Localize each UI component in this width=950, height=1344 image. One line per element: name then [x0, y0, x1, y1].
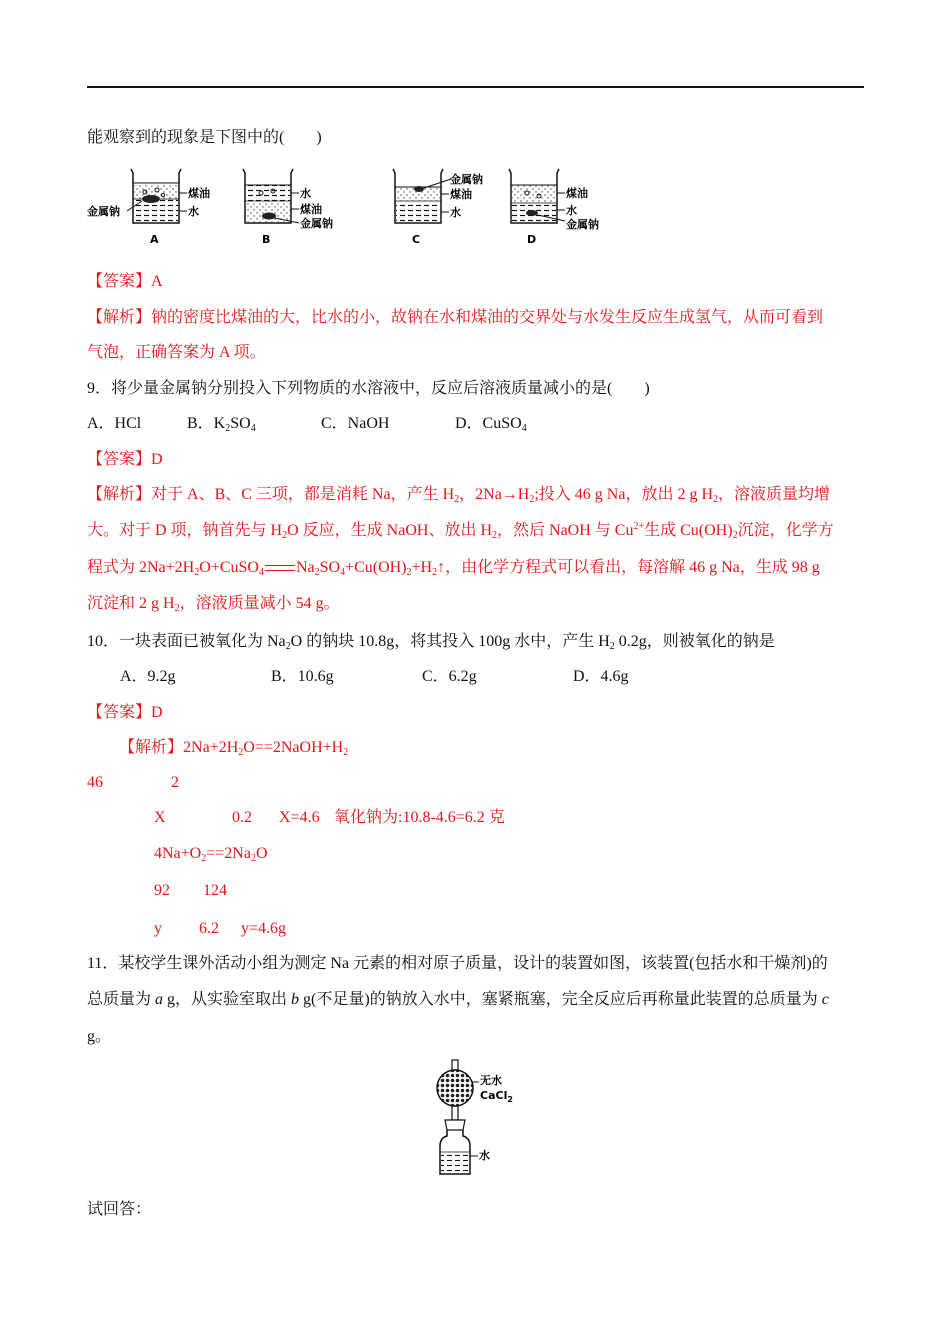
label-cacl2: CaCl$_2$ — [480, 1089, 513, 1104]
label-anhydrous: 无水 — [480, 1074, 502, 1087]
q10-ratio-2: 2 — [171, 774, 179, 791]
q8-answer — [87, 271, 163, 293]
q10-ratio-92: 92 — [154, 882, 170, 899]
q10-option-d: D．4.6g — [573, 668, 629, 685]
q10-y: y — [154, 920, 162, 937]
sodium-piece — [262, 213, 276, 220]
caption-c: C — [412, 233, 421, 246]
sodium-piece — [414, 186, 424, 192]
q10-analysis-eq1: 【解析】$2Na+2H_2O==2NaOH+H_2$ — [119, 739, 349, 758]
q8-analysis-line2: 气泡，正确答案为 A 项。 — [87, 344, 266, 361]
q9-option-c: C．NaOH — [321, 415, 390, 432]
label-d-water: 水 — [566, 204, 577, 217]
q11-line2: 总质量为 a g，从实验室取出 b g(不足量)的钠放入水中，塞紧瓶塞，完全反应后再称量此装置的总质量为 c — [87, 991, 829, 1008]
label-water: 水 — [479, 1149, 490, 1162]
q10-y-result: y=4.6g — [241, 920, 287, 937]
q10-stem: 10．一块表面已被氧化为 $Na_2O$ 的钠块 10.8g，将其投入 100g 水中，产生 $H_2$ 0.2g，则被氧化的钠是 — [87, 633, 775, 652]
q9-analysis-line1: 【解析】对于 A、B、C 三项，都是消耗 Na，产生 $H_2$，$2Na\to H_2$;投入 46 g Na，放出 2 g $H_2$，溶液质量均增 — [87, 486, 831, 505]
label-c-meiyou: 煤油 — [450, 188, 472, 201]
label-d-na: 金属钠 — [566, 218, 599, 231]
q10-ratio-46: 46 — [87, 774, 103, 791]
label-c-na: 金属钠 — [450, 173, 483, 186]
q10-option-b: B．10.6g — [271, 668, 334, 685]
answer-tag: 【答案】 — [87, 704, 152, 721]
label-c-water: 水 — [450, 206, 461, 219]
q10-analysis-eq2: $4Na+O_2==2Na_2O$ — [154, 845, 268, 864]
beaker-a — [87, 169, 210, 246]
answer-value: D — [151, 704, 163, 721]
q10-option-c: C．6.2g — [422, 668, 477, 685]
answer-tag: 【答案】 — [87, 273, 152, 290]
q9-analysis-line2: 大。对于 D 项，钠首先与 $H_2O$ 反应，生成 NaOH、放出 $H_2$，然后 NaOH 与 $Cu^{2+}$生成 $Cu(OH)_2$沉淀，化学方 — [87, 521, 834, 541]
analysis-tag: 【解析】 — [87, 309, 152, 326]
q11-ask: 试回答： — [87, 1201, 152, 1218]
q9-answer — [87, 449, 163, 471]
q9-stem: 9．将少量金属钠分别投入下列物质的水溶液中，反应后溶液质量减小的是( ) — [87, 380, 650, 397]
q10-x-result: X=4.6 — [279, 809, 320, 826]
beaker-c — [393, 169, 483, 246]
label-a-water: 水 — [188, 205, 199, 218]
answer-value: A — [151, 273, 163, 290]
equals-bar — [265, 565, 295, 571]
label-a-na: 金属钠 — [87, 205, 120, 218]
sodium-piece — [142, 195, 160, 203]
caption-a: A — [150, 233, 159, 246]
q10-oxide-result: 氧化钠为:10.8-4.6=6.2 克 — [334, 809, 505, 826]
label-b-na: 金属钠 — [300, 217, 333, 230]
q10-0-2: 0.2 — [232, 809, 252, 826]
beaker-b — [243, 169, 333, 246]
q10-6-2: 6.2 — [199, 920, 219, 937]
q11-line3: g。 — [87, 1028, 112, 1045]
caption-d: D — [527, 233, 537, 246]
q10-option-a: A．9.2g — [120, 668, 176, 685]
stopper — [445, 1120, 465, 1130]
label-d-meiyou: 煤油 — [566, 187, 588, 200]
q11-line1: 11．某校学生课外活动小组为测定 Na 元素的相对原子质量，设计的装置如图，该装置(包括水和干燥剂)的 — [87, 955, 828, 972]
q8-analysis-line1 — [87, 307, 823, 329]
sodium-piece — [526, 210, 538, 216]
label-a-meiyou: 煤油 — [188, 187, 210, 200]
q9-option-a: A．HCl — [87, 415, 142, 432]
q9-analysis-line3: 程式为 $2Na+2H_2O+CuSO_4$ $Na_2SO_4+Cu(OH)_2+H_2↑$，由化学方程式可以看出，每溶解 46 g Na，生成 98 g — [87, 559, 820, 578]
q9-option-d: D．CuSO$_4$ — [455, 415, 527, 434]
header-rule — [87, 86, 864, 88]
drying-tube — [437, 1070, 473, 1106]
analysis-text: 钠的密度比煤油的大，比水的小，故钠在水和煤油的交界处与水发生反应生成氢气，从而可看到 — [151, 309, 824, 326]
q10-answer — [87, 702, 163, 724]
q8-beakers-figure — [87, 163, 627, 249]
q11-apparatus-figure — [430, 1058, 540, 1180]
answer-value: D — [151, 451, 163, 468]
q9-option-b: B．$K_2SO_4$ — [187, 415, 256, 434]
q10-x: X — [154, 809, 166, 826]
beaker-d — [509, 169, 599, 246]
q9-analysis-line4: 沉淀和 2 g $H_2$，溶液质量减小 54 g。 — [87, 595, 340, 614]
label-b-meiyou: 煤油 — [300, 203, 322, 216]
answer-tag: 【答案】 — [87, 451, 152, 468]
label-b-water: 水 — [300, 187, 311, 200]
q10-ratio-124: 124 — [203, 882, 227, 899]
q8-stem: 能观察到的现象是下图中的( ) — [87, 129, 322, 146]
caption-b: B — [262, 233, 271, 246]
